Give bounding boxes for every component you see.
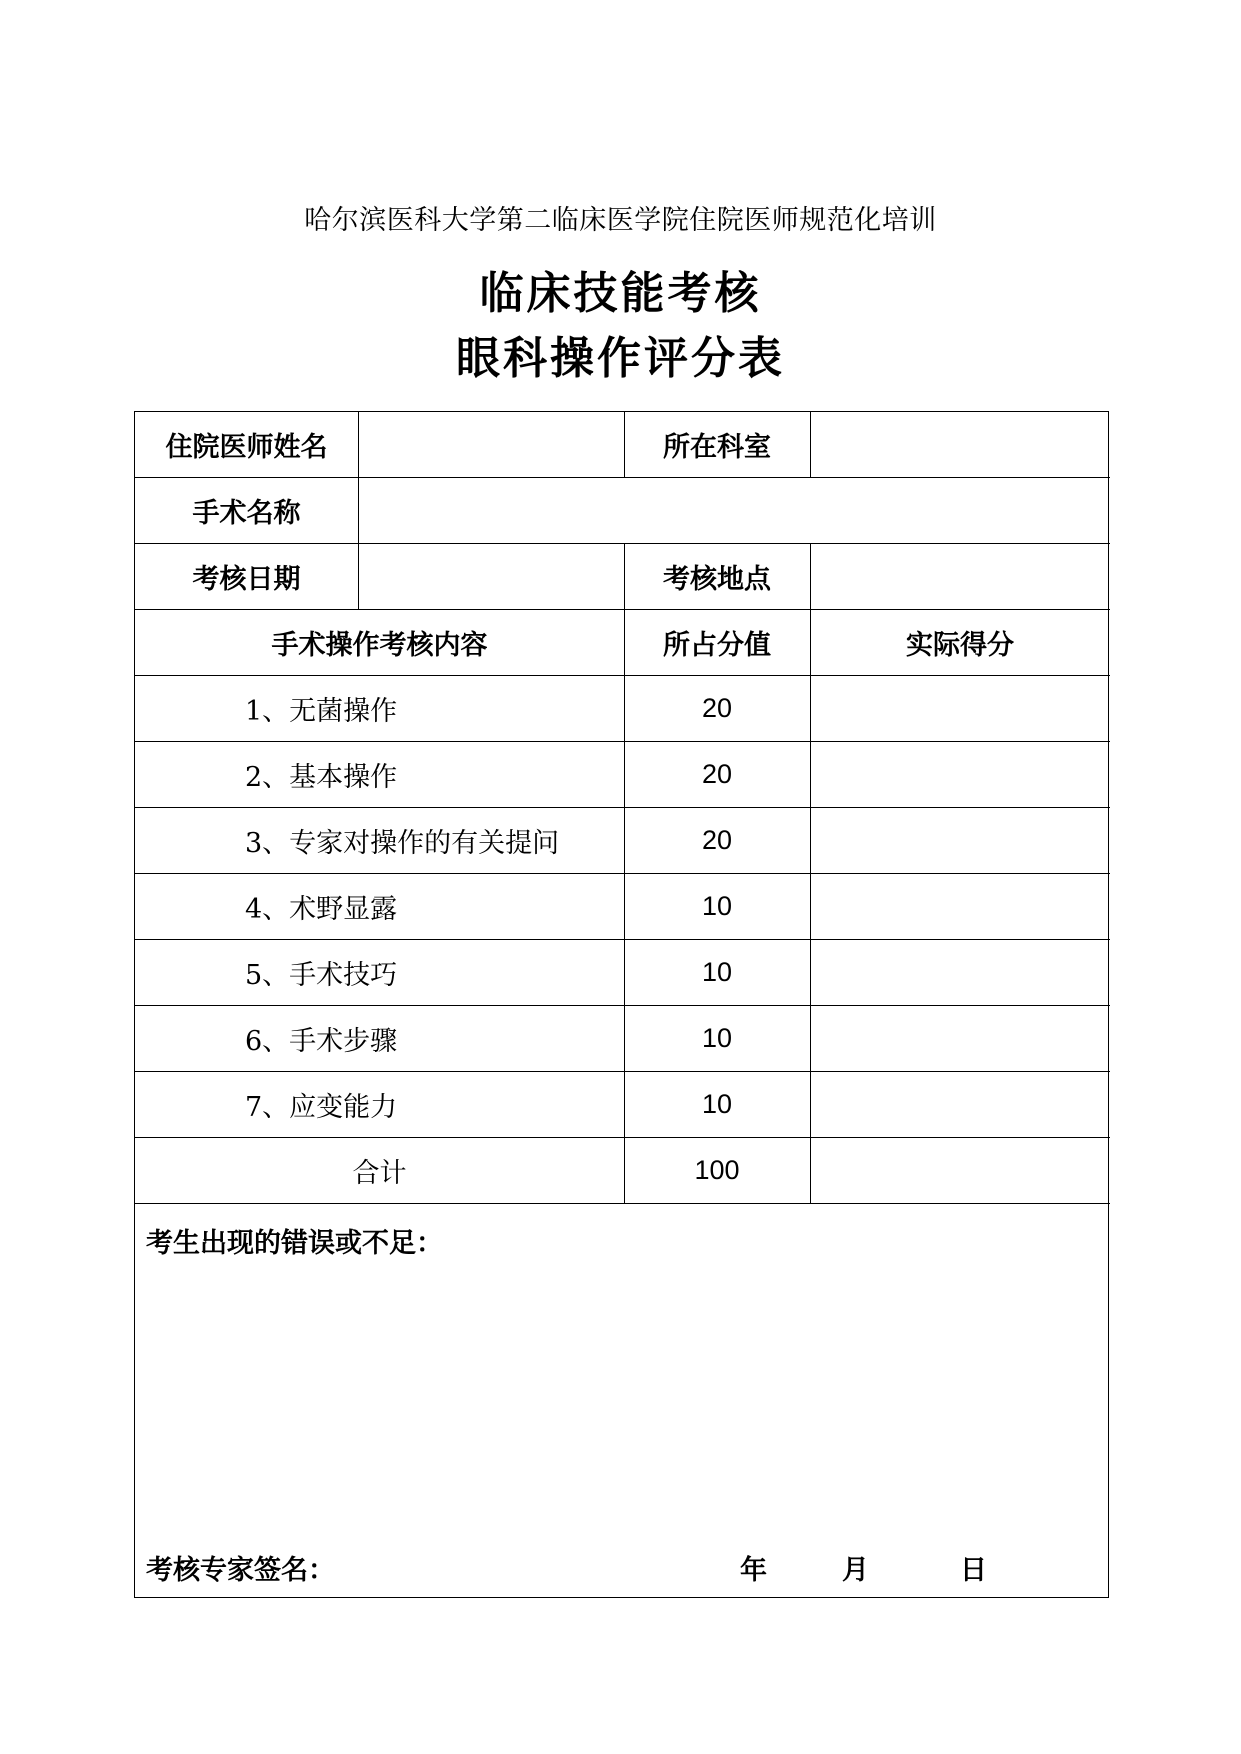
surgery-name-field[interactable] (358, 477, 1110, 543)
surgery-name-label: 手术名称 (192, 497, 301, 529)
table-row-points: 10 (701, 1022, 733, 1053)
table-row-points: 20 (701, 824, 733, 855)
table-row-item: 7、应变能力 (245, 1091, 398, 1123)
total-points: 100 (694, 1154, 740, 1185)
table-row-actual[interactable] (810, 939, 1110, 1005)
table-row-actual[interactable] (810, 873, 1110, 939)
points-header: 所占分值 (663, 629, 771, 661)
department-field[interactable] (810, 412, 1110, 477)
total-label: 合计 (352, 1157, 407, 1189)
table-row-actual[interactable] (810, 1005, 1110, 1071)
table-row-points: 10 (701, 956, 733, 987)
year-label: 年 (740, 1555, 767, 1586)
resident-name-field[interactable] (358, 412, 624, 477)
form-title-line2: 眼科操作评分表 (456, 333, 785, 384)
table-row-actual[interactable] (810, 807, 1110, 873)
month-label: 月 (842, 1555, 869, 1586)
table-row-item: 3、专家对操作的有关提问 (245, 827, 560, 859)
table-row-actual[interactable] (810, 675, 1110, 741)
table-row-item: 4、术野显露 (245, 893, 398, 925)
day-label: 日 (960, 1555, 987, 1586)
table-row-points: 20 (701, 692, 733, 723)
department-label: 所在科室 (663, 432, 771, 463)
exam-location-field[interactable] (810, 543, 1110, 609)
exam-date-label: 考核日期 (192, 563, 301, 595)
table-row-actual[interactable] (810, 1071, 1110, 1137)
table-row-item: 5、手术技巧 (245, 959, 398, 991)
resident-name-label: 住院医师姓名 (165, 432, 328, 463)
signature-label: 考核专家签名： (146, 1555, 335, 1586)
form-title-line1: 临床技能考核 (479, 268, 762, 319)
table-row-item: 1、无菌操作 (245, 695, 398, 727)
table-row-points: 20 (701, 758, 733, 789)
actual-score-header: 实际得分 (906, 629, 1014, 661)
exam-location-label: 考核地点 (663, 563, 771, 595)
table-row-actual[interactable] (810, 741, 1110, 807)
table-row-item: 6、手术步骤 (245, 1025, 398, 1057)
errors-field[interactable] (146, 1262, 1096, 1512)
table-row-points: 10 (701, 1088, 733, 1119)
exam-date-field[interactable] (358, 543, 624, 609)
errors-label: 考生出现的错误或不足： (146, 1228, 443, 1259)
table-row-item: 2、基本操作 (245, 761, 398, 793)
table-row-points: 10 (701, 890, 733, 921)
scoring-form (134, 411, 1109, 1598)
total-actual[interactable] (810, 1137, 1110, 1203)
form-subtitle: 哈尔滨医科大学第二临床医学院住院医师规范化培训 (304, 205, 937, 236)
content-header: 手术操作考核内容 (271, 629, 488, 661)
